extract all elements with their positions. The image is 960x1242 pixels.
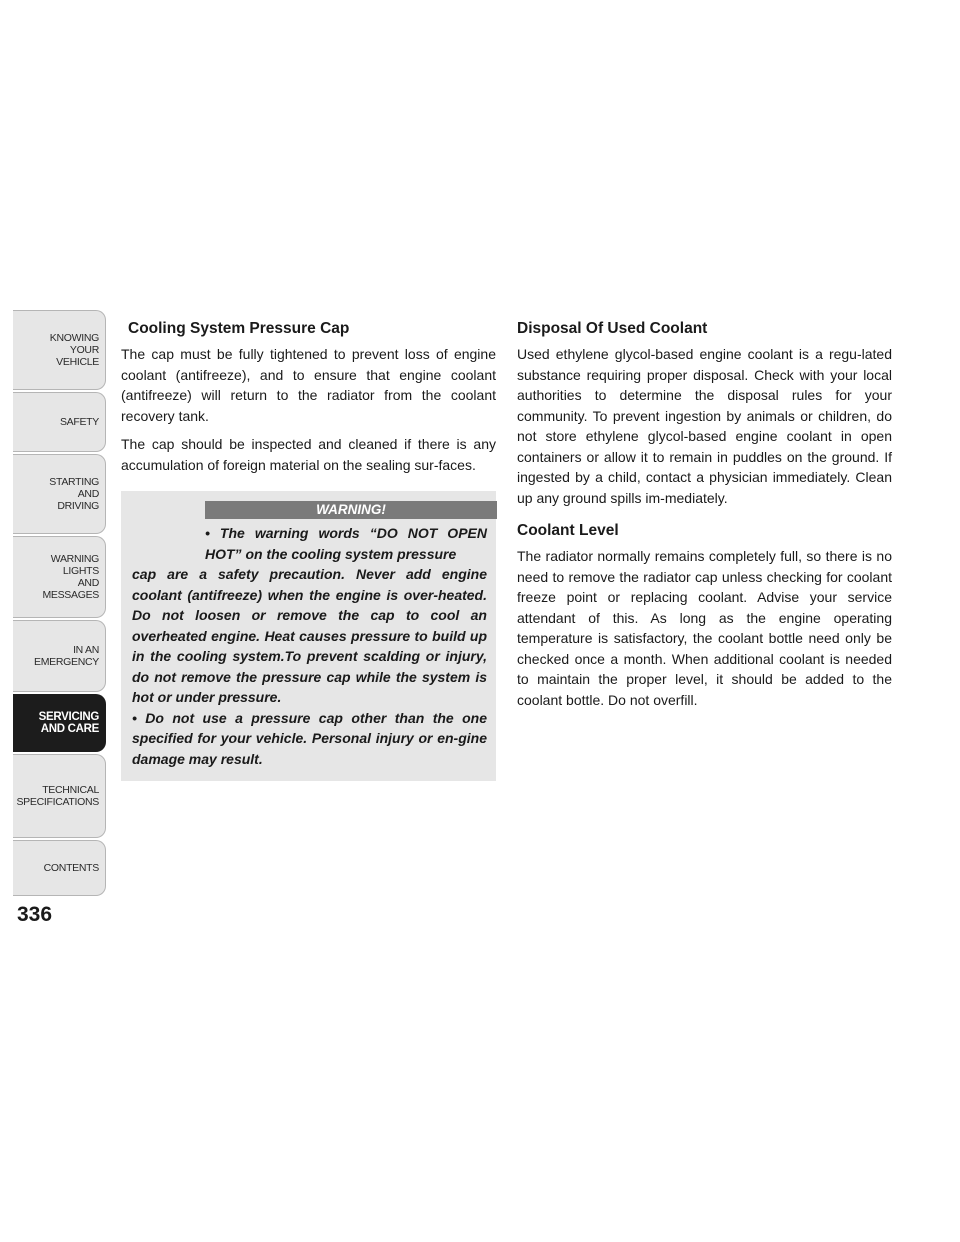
paragraph: The radiator normally remains completely full, so there is no need to remove the radiator cap unless checking for coolant freeze point or replacing coolant. Advise your service attendant of this. As long as the engine operating temperature is satisfactory, the coolant bottle need only be checked once a month. When additional coolant is needed to maintain the proper level, it should be added to the coolant bottle. Do not overfill. (517, 548, 892, 708)
tab-warning-lights-and-messages[interactable] (13, 536, 106, 618)
warning-box (121, 491, 496, 781)
tab-label: STARTING AND DRIVING (49, 476, 99, 512)
tab-contents[interactable] (13, 840, 106, 896)
tab-label: SAFETY (59, 416, 99, 428)
left-column (121, 320, 496, 781)
tab-label: TECHNICAL SPECIFICATIONS (16, 784, 99, 808)
tab-starting-and-driving[interactable] (13, 454, 106, 534)
paragraph: The cap must be fully tightened to prevent loss of engine coolant (antifreeze), and to ensure that engine coolant (antifreeze) will return to the radiator from the coolant recovery tank. (121, 346, 496, 424)
warning-bullet-1-start: • The warning words “DO NOT OPEN HOT” on the cooling system pressure (205, 525, 487, 562)
tab-label: CONTENTS (43, 862, 99, 874)
tab-label: IN AN EMERGENCY (34, 644, 99, 668)
paragraph: The cap should be inspected and cleaned if there is any accumulation of foreign material on the sealing sur-faces. (121, 436, 496, 473)
section-heading-disposal: Disposal Of Used Coolant (517, 320, 708, 337)
paragraph: Used ethylene glycol-based engine coolant is a regu-lated substance requiring proper disposal. Check with your local authorities to determine the disposal rules for your community. To prevent ingestion by animals or children, do not store ethylene glycol-based engine coolant in open containers or allow it to remain in puddles on the ground. If ingested by a child, contact a physician immediately. Clean up any ground spills im-mediately. (517, 346, 892, 506)
section-heading-pressure-cap: Cooling System Pressure Cap (128, 320, 350, 337)
warning-label: WARNING! (205, 501, 497, 519)
warning-bullet-1-rest: cap are a safety precaution. Never add engine coolant (antifreeze) when the engine is over-heated. Do not loosen or remove the cap to cool an overheated engine. Heat causes pressure to build up in the cooling system.To prevent scalding or injury, do not remove the pressure cap while the system is hot or under pressure. (132, 566, 487, 705)
tab-safety[interactable] (13, 392, 106, 452)
warning-bullet-2: • Do not use a pressure cap other than the one specified for your vehicle. Personal injury or en-gine damage may result. (132, 709, 487, 767)
tab-label: SERVICING AND CARE (38, 711, 99, 735)
right-column (517, 320, 892, 718)
tab-knowing-your-vehicle[interactable] (13, 310, 106, 390)
section-heading-coolant-level: Coolant Level (517, 522, 619, 539)
tab-in-an-emergency[interactable] (13, 620, 106, 692)
tab-label: WARNING LIGHTS AND MESSAGES (42, 553, 99, 601)
tab-label: KNOWING YOUR VEHICLE (49, 332, 99, 368)
page-number: 336 (17, 903, 53, 926)
tab-servicing-and-care[interactable] (13, 694, 106, 752)
tab-technical-specifications[interactable] (13, 754, 106, 838)
